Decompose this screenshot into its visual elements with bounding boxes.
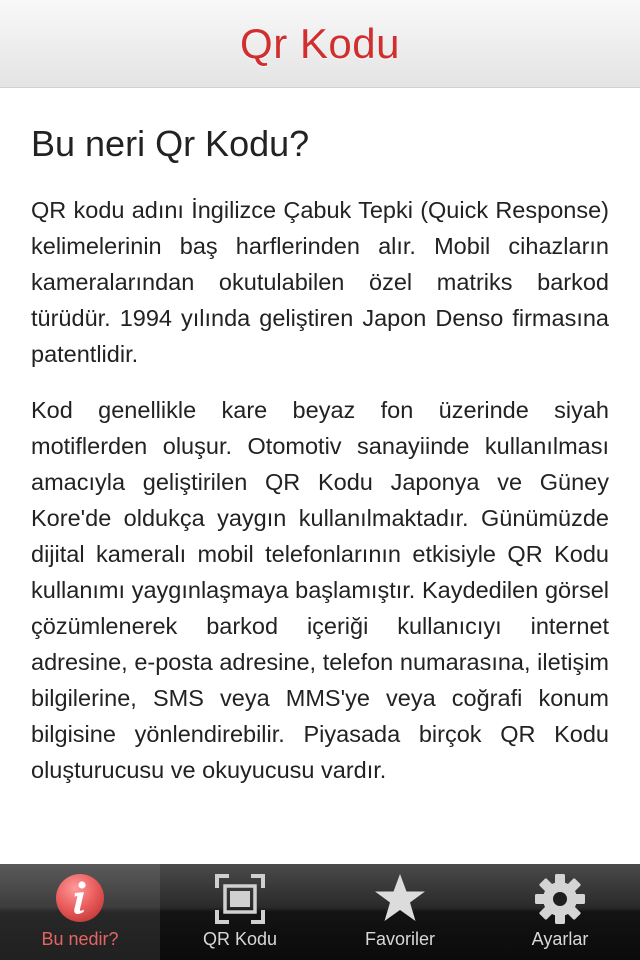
tab-label: Bu nedir? bbox=[41, 929, 119, 949]
tab-label: Favoriler bbox=[364, 929, 435, 949]
article-content[interactable] bbox=[31, 118, 609, 858]
article-paragraph-2: Kod genellikle kare beyaz fon üzerinde siyah motiflerden oluşur. Otomotiv sanayiinde kullanılması amacıyla geliştirilen QR Kodu Japonya ve Güney Kore'de oldukça yaygın kullanılmaktadır. Günümüzde dijital kameralı mobil telefonlarının etkisiyle QR Kodu kullanımı yaygınlaşmaya başlamıştır. Kaydedilen görsel çözümlenerek barkod içeriği kullanıcıyı internet adresine, e-posta adresine, telefon numarasına, iletişim bilgilerine, SMS veya MMS'ye veya coğrafi konum bilgisine yönlendirebilir. Piyasada birçok QR Kodu oluşturucusu ve okuyucusu vardır. bbox=[31, 397, 609, 783]
tab-favoriler[interactable] bbox=[320, 864, 480, 960]
tab-bu-nedir[interactable] bbox=[0, 864, 160, 960]
tab-label: Ayarlar bbox=[531, 929, 589, 949]
article-heading: Bu neri Qr Kodu? bbox=[31, 123, 310, 164]
tab-ayarlar[interactable] bbox=[480, 864, 640, 960]
page-title: Qr Kodu bbox=[240, 20, 400, 67]
star-icon bbox=[373, 872, 427, 926]
navigation-bar bbox=[0, 0, 640, 88]
gear-icon bbox=[533, 872, 587, 926]
article-paragraph-1: QR kodu adını İngilizce Çabuk Tepki (Quick Response) kelimelerinin baş harflerinden alır. Mobil cihazların kameralarından okutulabilen özel matriks barkod türüdür. 1994 yılında geliştiren Japon Denso firmasına patentlidir. bbox=[31, 197, 609, 367]
scan-frame-icon bbox=[213, 872, 267, 926]
tab-qr-kodu[interactable] bbox=[160, 864, 320, 960]
info-icon bbox=[53, 872, 107, 926]
tab-label: QR Kodu bbox=[202, 929, 278, 949]
tab-bar bbox=[0, 864, 640, 960]
